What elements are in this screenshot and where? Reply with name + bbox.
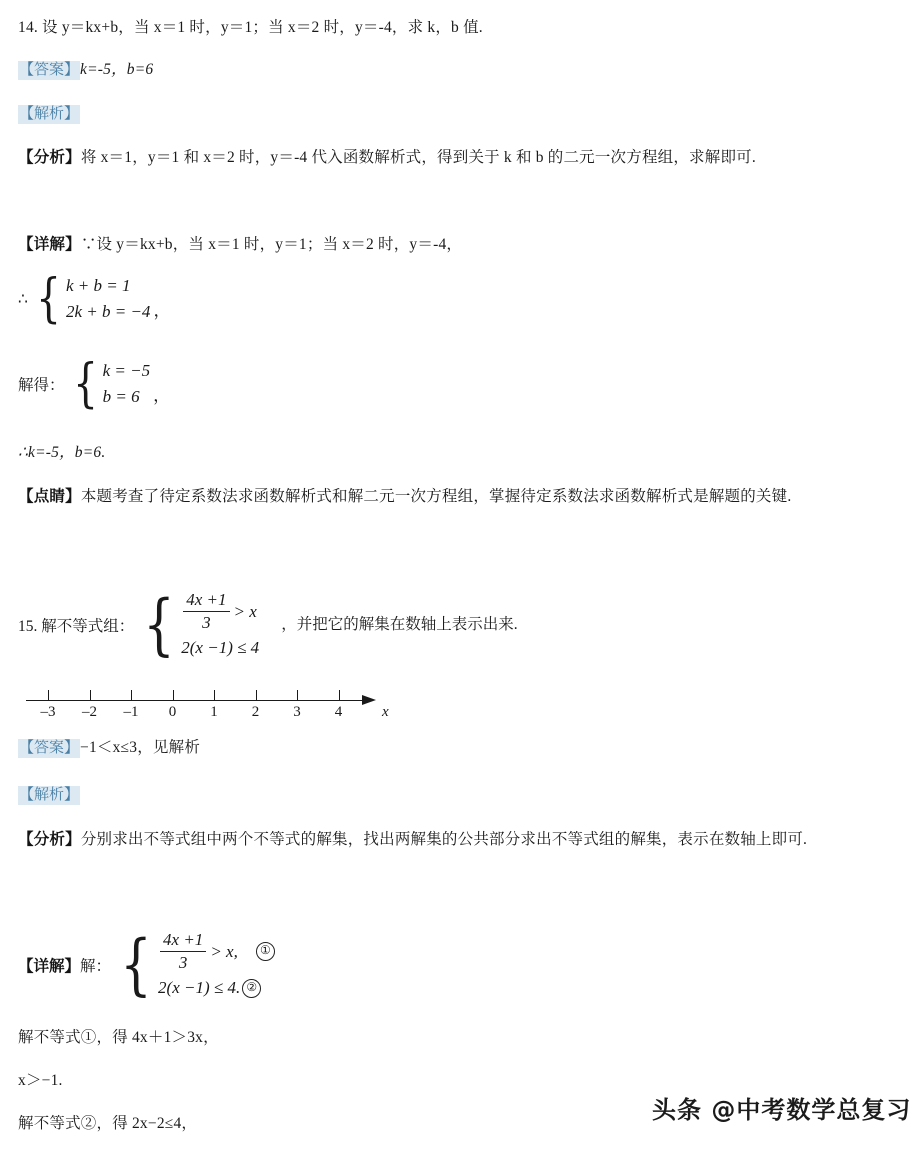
row-1-comparator: > x, bbox=[210, 941, 238, 961]
fenxi-tag: 【分析】 bbox=[18, 831, 81, 848]
fenxi-tag: 【分析】 bbox=[18, 149, 81, 166]
solution-system-rows bbox=[158, 928, 275, 1001]
number-line-tick bbox=[256, 690, 257, 701]
system-2-row-1: k = −5 bbox=[102, 361, 151, 380]
row-2-expression: 2(x −1) ≤ 4. bbox=[158, 978, 241, 998]
dianjing-text: 本题考查了待定系数法求函数解析式和解二元一次方程组，掌握待定系数法求函数解析式是解题的关键. bbox=[80, 488, 792, 505]
watermark: 头条 @中考数学总复习 bbox=[652, 1096, 912, 1124]
fenxi-text: 分别求出不等式组中两个不等式的解集，找出两解集的公共部分求出不等式组的解集，表示在数轴上即可. bbox=[80, 831, 808, 848]
equation-system-1 bbox=[18, 268, 171, 329]
system-2-rows bbox=[103, 358, 151, 410]
fraction-denominator: 3 bbox=[183, 611, 229, 633]
number-line-tick bbox=[90, 690, 91, 701]
problem-15-stem bbox=[18, 585, 518, 663]
number-line-tick-label: 4 bbox=[334, 704, 343, 720]
xiangjie-text: ∵设 y＝kx+b，当 x＝1 时，y＝1；当 x＝2 时，y＝‑4， bbox=[80, 236, 463, 253]
conclusion-text: ∴k=-5，b=6. bbox=[18, 444, 106, 461]
system-1-lead: ∴ bbox=[18, 290, 28, 308]
problem-15-step-2: x＞−1. bbox=[18, 1072, 63, 1089]
answer-value: −1＜x≤3，见解析 bbox=[80, 739, 201, 756]
xiangjie-lead: 解： bbox=[80, 957, 112, 975]
answer-value: k=-5，b=6 bbox=[80, 61, 154, 78]
fraction-denominator: 3 bbox=[160, 951, 206, 973]
problem-15-stem-suffix: ，并把它的解集在数轴上表示出来. bbox=[281, 615, 518, 633]
dianjing-tag: 【点睛】 bbox=[18, 488, 81, 505]
number-line-axis bbox=[26, 700, 366, 701]
answer-tag: 【答案】 bbox=[19, 740, 80, 756]
number-line-tick-label: 1 bbox=[210, 704, 218, 720]
problem-15-step-3: 解不等式②，得 2x−2≤4， bbox=[18, 1115, 198, 1132]
number-line-axis-label: x bbox=[382, 704, 389, 720]
number-line-tick bbox=[173, 690, 174, 701]
xiangjie-block bbox=[18, 954, 111, 976]
number-line-tick-label: –2 bbox=[82, 704, 97, 720]
number-line-tick bbox=[48, 690, 49, 701]
analysis-tag: 【解析】 bbox=[19, 787, 80, 803]
problem-14-xiangjie-line bbox=[18, 235, 907, 256]
number-line bbox=[26, 686, 389, 732]
problem-14-conclusion bbox=[18, 443, 907, 464]
problem-14-answer-line bbox=[18, 60, 907, 81]
brace-icon: { bbox=[36, 268, 61, 329]
number-line-tick bbox=[214, 690, 215, 701]
problem-15-fenxi-line bbox=[18, 830, 907, 851]
problem-15-stem-prefix: 15. 解不等式组： bbox=[18, 617, 135, 635]
problem-14-dianjing-line bbox=[18, 487, 907, 508]
number-line-tick-label: –1 bbox=[123, 704, 139, 720]
number-line-tick-label: 3 bbox=[293, 704, 301, 720]
problem-15-row-1 bbox=[181, 588, 259, 635]
equation-system-2 bbox=[18, 353, 171, 414]
problem-15-answer-line bbox=[18, 738, 907, 759]
solution-row-1 bbox=[158, 928, 275, 975]
system-2-row-2: b = 6 bbox=[102, 387, 140, 406]
solution-row-2 bbox=[158, 975, 275, 1001]
problem-15-analysis-line bbox=[18, 785, 907, 806]
system-1-row-2: 2k + b = −4 bbox=[65, 302, 151, 321]
fraction-numerator: 4x +1 bbox=[163, 930, 204, 949]
answer-tag: 【答案】 bbox=[19, 62, 80, 78]
number-line-tick-label: –3 bbox=[40, 704, 56, 720]
brace-icon: { bbox=[143, 585, 176, 663]
system-2-trailer: ， bbox=[153, 386, 171, 405]
analysis-tag: 【解析】 bbox=[19, 106, 80, 122]
xiangjie-tag: 【详解】 bbox=[18, 957, 81, 975]
system-1-rows bbox=[66, 273, 150, 325]
number-line-tick bbox=[297, 690, 298, 701]
brace-icon: { bbox=[120, 925, 152, 1003]
equation-marker-1: ① bbox=[256, 942, 275, 961]
problem-14-fenxi-line bbox=[18, 148, 907, 169]
problem-15-solution-system bbox=[18, 925, 275, 1003]
problem-15-row-2: 2(x −1) ≤ 4 bbox=[181, 638, 260, 658]
fraction bbox=[183, 591, 229, 632]
problem-15-system-rows bbox=[181, 588, 259, 661]
fraction-numerator: 4x +1 bbox=[186, 590, 227, 609]
arrow-right-icon bbox=[362, 695, 376, 705]
number-line-tick bbox=[339, 690, 340, 701]
fenxi-text: 将 x＝1，y＝1 和 x＝2 时，y＝‑4 代入函数解析式，得到关于 k 和 b 的二元一次方程组，求解即可. bbox=[80, 149, 756, 166]
problem-14-analysis-line bbox=[18, 104, 907, 125]
problem-14-stem: 14. 设 y＝kx+b，当 x＝1 时，y＝1；当 x＝2 时，y＝‑4，求 k，b 值. bbox=[18, 19, 483, 36]
equation-marker-2: ② bbox=[242, 979, 261, 998]
number-line-tick-label: 2 bbox=[251, 704, 260, 720]
system-1-trailer: ， bbox=[153, 301, 171, 320]
number-line-tick bbox=[131, 690, 132, 701]
system-1-row-1: k + b = 1 bbox=[65, 276, 131, 295]
xiangjie-tag: 【详解】 bbox=[18, 236, 81, 253]
row-1-comparator: > x bbox=[233, 601, 257, 621]
brace-icon: { bbox=[72, 353, 98, 414]
system-2-lead: 解得： bbox=[18, 377, 65, 394]
number-line-tick-label: 0 bbox=[168, 704, 177, 720]
fraction bbox=[160, 931, 206, 972]
problem-15-step-1: 解不等式①，得 4x＋1＞3x， bbox=[18, 1029, 219, 1046]
